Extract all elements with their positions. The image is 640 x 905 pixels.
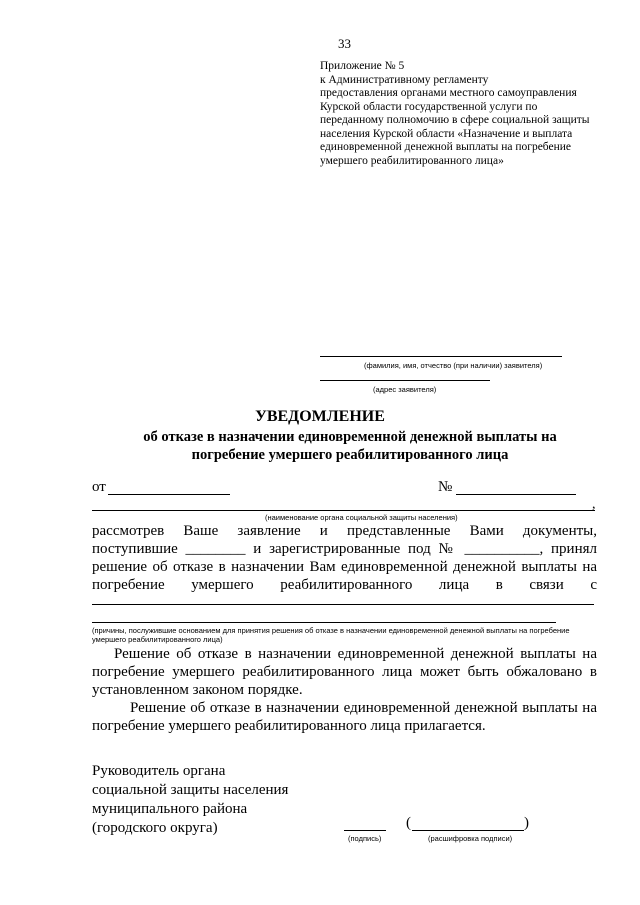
paragraph-line: Решение об отказе в назначении единовременной денежной выплаты на xyxy=(114,646,597,662)
recipient-name-caption: (фамилия, имя, отчество (при наличии) заявителя) xyxy=(364,361,543,370)
decipher-open: ( xyxy=(406,815,411,831)
paragraph-line: Решение об отказе в назначении единовременной денежной выплаты на xyxy=(130,700,597,716)
document-title: УВЕДОМЛЕНИЕ xyxy=(255,408,385,425)
recipient-name-line xyxy=(320,356,562,357)
paragraph-1 xyxy=(92,645,597,699)
signature-line xyxy=(344,830,386,831)
decipher-caption: (расшифровка подписи) xyxy=(428,834,513,843)
appendix-header xyxy=(320,60,620,168)
appendix-line: населения Курской области «Назначение и выплата xyxy=(320,127,573,140)
body-line: решение об отказе в назначении Вам единовременной денежной выплаты на xyxy=(92,559,597,575)
body-line: погребение умершего реабилитированного лица в связи с xyxy=(92,577,597,593)
reason-line xyxy=(92,604,594,605)
appendix-line: Курской области государственной услуги по xyxy=(320,100,538,113)
comma: , xyxy=(592,497,596,512)
reasons-caption: (причины, послужившие основанием для принятия решения об отказе в назначении единовременной денежной выплаты на погребение xyxy=(92,626,570,635)
appendix-line: переданному полномочию в сфере социальной защиты xyxy=(320,114,590,126)
reason-line xyxy=(92,622,556,623)
decipher-close: ) xyxy=(524,815,529,831)
decipher-line xyxy=(412,830,524,831)
recipient-address-caption: (адрес заявителя) xyxy=(373,385,437,394)
number-label: № xyxy=(438,479,453,495)
organ-caption: (наименование органа социальной защиты населения) xyxy=(265,513,458,522)
appendix-line: Приложение № 5 xyxy=(320,60,405,72)
signatory-line: (городского округа) xyxy=(92,820,218,836)
paragraph-line: погребение умершего реабилитированного лица может быть обжаловано в xyxy=(92,664,597,680)
paragraph-line: установленном законом порядке. xyxy=(92,682,303,698)
signatory-block xyxy=(92,762,352,838)
appendix-line: умершего реабилитированного лица» xyxy=(320,154,504,167)
signature-caption: (подпись) xyxy=(348,834,382,843)
appendix-line: к Административному регламенту xyxy=(320,73,489,86)
signatory-line: муниципального района xyxy=(92,801,248,817)
number-line xyxy=(456,494,576,495)
body-line: рассмотрев Ваше заявление и представленные Вами документы, xyxy=(92,523,597,539)
page-number: 33 xyxy=(338,36,351,51)
recipient-address-line xyxy=(320,380,490,381)
body-line: поступившие ________ и зарегистрированные под № __________, принял xyxy=(92,541,597,557)
appendix-line: единовременной денежной выплаты на погребение xyxy=(320,141,572,153)
appendix-line: предоставления органами местного самоуправления xyxy=(320,87,577,99)
paragraph-2 xyxy=(92,699,597,735)
document-subtitle-line: об отказе в назначении единовременной денежной выплаты на xyxy=(143,429,557,445)
date-line xyxy=(108,494,230,495)
signatory-line: Руководитель органа xyxy=(92,763,226,779)
signatory-line: социальной защиты населения xyxy=(92,782,289,798)
from-label: от xyxy=(92,479,106,495)
reasons-caption: умершего реабилитированного лица) xyxy=(92,635,223,644)
organ-line xyxy=(92,510,595,511)
document-subtitle-line: погребение умершего реабилитированного лица xyxy=(191,447,509,463)
paragraph-line: погребение умершего реабилитированного лица прилагается. xyxy=(92,718,486,734)
